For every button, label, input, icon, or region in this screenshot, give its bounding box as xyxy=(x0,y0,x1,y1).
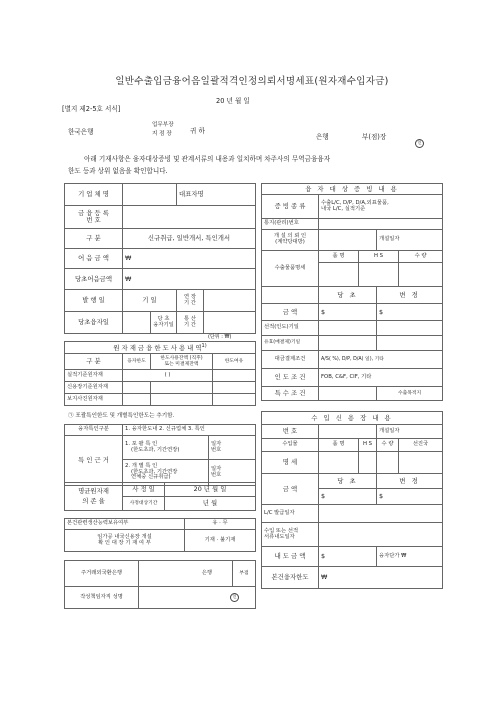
lc-date-value[interactable] xyxy=(319,505,443,523)
opening-value[interactable] xyxy=(319,230,377,251)
row-bonded-available[interactable] xyxy=(213,394,256,406)
author-seal-icon: 인 xyxy=(230,593,239,602)
seal-icon: 인 xyxy=(415,139,424,148)
category-value: 신규취급, 일반개서, 특인개서 xyxy=(123,229,256,249)
control-no-label: 통지(관리)번호 xyxy=(262,219,319,230)
material-label-1: 명균원자재 xyxy=(78,487,109,496)
special-2c: 연체중 신규취급) xyxy=(131,474,171,481)
requester-bank: 은행 xyxy=(316,133,329,141)
orig-due-label-1: 당 초 xyxy=(157,315,170,322)
number-label: 번 호 xyxy=(262,425,319,439)
row-credit: 신용장기준원자재 xyxy=(65,382,123,394)
internal-amount-label: 내 도 금 액 xyxy=(262,547,319,567)
special-type-value: 1. 융자한도내 2. 신규업체 3. 특인 xyxy=(123,425,256,436)
row-credit-used[interactable] xyxy=(151,382,213,394)
branch-label: 부점 xyxy=(233,561,256,587)
total-label-1: 통 산 xyxy=(184,315,196,322)
opening-label-2: (계약당대방) xyxy=(275,239,305,245)
change-header-2: 변 경 xyxy=(377,474,443,489)
evidence-table xyxy=(261,183,443,401)
capacity-label: 본건관련생산능력보유여부 xyxy=(65,519,185,530)
open-date-label: 개설일자 xyxy=(377,425,443,439)
blank-cell xyxy=(262,287,319,304)
change-header: 변 경 xyxy=(377,287,443,304)
delivery-value: FOB, C&F, CIF, 기타 xyxy=(319,369,443,387)
branch-head-title: 지 점 장 xyxy=(152,131,172,137)
period-label: 기 일 xyxy=(123,290,177,312)
col-type: 구 분 xyxy=(65,354,123,370)
col-hs: H S xyxy=(359,251,399,263)
row-bonded-used[interactable] xyxy=(151,394,213,406)
evidence-type-v1: 수출L/C, D/P, D/A,외표물품, xyxy=(321,199,389,206)
col-used-2: 또는 미결제잔액 xyxy=(164,361,199,367)
special-type-label: 융자특인구분 xyxy=(65,425,123,436)
issue-date-label: 발 행 일 xyxy=(65,290,123,312)
control-no-value[interactable] xyxy=(319,219,443,230)
spec-hs[interactable] xyxy=(359,452,377,474)
material-label-2: 의 존 율 xyxy=(82,497,105,505)
special-1a: 1. 포 괄 특 인 xyxy=(125,440,158,447)
special-basis-label: 특 인 근 거 xyxy=(65,436,123,486)
total-value[interactable] xyxy=(204,312,256,334)
addressee-bank: 한국은행 xyxy=(68,128,94,136)
import-table xyxy=(261,411,443,589)
spec-origin[interactable] xyxy=(399,452,443,474)
row-bonded: 보지사진원자재 xyxy=(65,394,123,406)
capacity-value: 유 · 무 xyxy=(185,519,256,530)
shipment-orig[interactable] xyxy=(319,321,377,336)
material-table xyxy=(64,482,256,511)
export-goods-label: 수출물품명세 xyxy=(262,251,319,287)
note-amount-value[interactable]: ₩ xyxy=(123,249,256,269)
dept-head-title: 업무부장 xyxy=(152,122,174,128)
limit-header: 원 자 재 금 융 한 도 사 용 내 역 xyxy=(113,343,202,352)
col-qty2: 수 량 xyxy=(377,439,399,452)
row-credit-available[interactable] xyxy=(213,382,256,394)
shipment-change[interactable] xyxy=(377,321,443,336)
row-paren: ( ) xyxy=(123,370,213,382)
validity-orig[interactable] xyxy=(319,336,377,351)
orig-due-label-2: 융자기일 xyxy=(153,321,174,328)
capacity-table xyxy=(64,518,256,552)
orig-amount-value[interactable]: ₩ xyxy=(123,269,256,290)
spec-label: 명 세 xyxy=(262,452,319,474)
calc-period-value: 년 월 xyxy=(165,497,256,511)
extension-label-2: 기 간 xyxy=(184,299,196,306)
opening-date-label: 개설일자 xyxy=(377,230,443,251)
col-item: 품 명 xyxy=(319,251,359,263)
orig-header: 당 초 xyxy=(319,287,377,304)
col-origin: 선진국 xyxy=(399,439,443,452)
evidence-type-label: 증 빙 종 류 xyxy=(262,195,319,219)
main-bank-word: 은행 xyxy=(139,561,233,587)
amount-label: 금 액 xyxy=(262,304,319,321)
reg-no-value[interactable] xyxy=(123,206,256,229)
company-info-table xyxy=(64,183,256,334)
limit-usage-table xyxy=(64,341,256,406)
bank-table xyxy=(64,560,256,609)
total-label-2: 기 간 xyxy=(184,321,196,328)
col-limit: 융자한도 xyxy=(123,354,151,370)
row-credit-limit[interactable] xyxy=(123,382,151,394)
col-hs2: H S xyxy=(359,439,377,452)
doc-no-1: 번호 xyxy=(211,446,222,453)
import-item-label: 수입물 xyxy=(262,439,319,452)
number-value[interactable] xyxy=(319,425,377,439)
intro-line-2: 한도 등과 상위 없음을 확인합니다. xyxy=(68,167,168,175)
form-title: 일반수출입금융어음일괄적격인정의뢰서명세표(원자재수입자금) xyxy=(115,76,389,87)
import-ship-label-2: 서류내도일자 xyxy=(264,533,295,540)
processing-value: 기재 · 불기재 xyxy=(185,530,256,552)
col-item2: 품 명 xyxy=(319,439,359,452)
requester-dept: 부(점)장 xyxy=(362,133,387,141)
doc-date-1: 일자 xyxy=(211,440,222,447)
row-performance: 실적기준원자재 xyxy=(65,370,123,382)
import-ship-label-1: 수입 또는 선적 xyxy=(264,527,299,534)
main-bank-label: 주거래외국환은행 xyxy=(65,561,139,587)
opening-label-1: 개 설 의 뢰 인 xyxy=(273,233,307,240)
evidence-type-v2: 내국 L/C, 실적기준 xyxy=(321,205,366,212)
import-header: 수 입 신 용 장 내 용 xyxy=(262,412,443,425)
form-number: [별지 제2-5호 서식] xyxy=(62,105,121,113)
note-amount-label: 어 음 금 액 xyxy=(65,249,123,269)
company-value[interactable] xyxy=(123,184,177,206)
goods-qty[interactable] xyxy=(399,263,443,287)
col-qty: 수 량 xyxy=(399,251,443,263)
evidence-header: 융 자 대 상 증 빙 내 용 xyxy=(262,184,443,195)
spec-item[interactable] xyxy=(319,452,359,474)
form-date: 20 년 월 일 xyxy=(216,97,250,105)
shipment-label: 선적(인도)기일 xyxy=(262,321,319,336)
author-label: 작성책임자직 성명 xyxy=(65,587,139,609)
extension-label-1: 연 장 xyxy=(184,293,196,300)
doc-date-2: 일자 xyxy=(211,465,222,472)
validity-label: 유효(매결제)기일 xyxy=(262,336,319,351)
amount2-change[interactable]: $ xyxy=(377,489,443,505)
special-2b: (한도초과, 기간연장 xyxy=(131,468,178,475)
payment-value: A/S( %), D/P, D/A( 일), 기타 xyxy=(319,351,443,369)
reg-no-label-2: 번 호 xyxy=(86,216,101,224)
goods-item[interactable] xyxy=(319,263,359,287)
reg-no-label-1: 금 융 등 록 xyxy=(78,209,109,218)
special-2a: 2. 개 별 특 인 xyxy=(125,463,158,470)
extension-value[interactable] xyxy=(204,290,256,312)
limit-note: 1) xyxy=(201,342,207,349)
orig-amount-label: 당초어음금액 xyxy=(65,269,123,290)
row-bonded-limit[interactable] xyxy=(123,394,151,406)
processing-label-2: 확 인 대 장 기 재 여 부 xyxy=(98,539,151,546)
loan-price-won: ₩ xyxy=(401,552,407,559)
honorific: 귀 하 xyxy=(190,127,205,135)
col-available: 한도여유 xyxy=(213,354,256,370)
special-value: 수출목적지 xyxy=(377,387,443,401)
validity-change[interactable] xyxy=(377,336,443,351)
special-value-input[interactable] xyxy=(319,387,377,401)
spec-qty[interactable] xyxy=(377,452,399,474)
company-label: 기 업 체 명 xyxy=(65,184,123,206)
actual-date-value: 20 년 월 일 xyxy=(165,483,256,497)
lc-date-label: L/C 발급일자 xyxy=(262,505,319,523)
amount-orig[interactable]: $ xyxy=(319,304,377,321)
actual-date-label: 사 정 일 xyxy=(123,483,165,497)
ceo-label: 대표자명 xyxy=(177,184,256,206)
col-used-1: 한도사용잔액 (직후) xyxy=(160,356,203,362)
amount2-orig[interactable]: $ xyxy=(319,489,377,505)
category-label: 구 분 xyxy=(65,229,123,249)
footnote: ㉠ 포괄특인한도 및 개별특인한도는 추기함. xyxy=(68,413,175,419)
orig-loan-date-label: 당초융자일 xyxy=(65,312,123,334)
unit-note: (단위 : ₩) xyxy=(208,334,232,340)
loan-limit-value[interactable]: ₩ xyxy=(319,567,443,589)
amount-change[interactable]: $ xyxy=(377,304,443,321)
amount2-label: 금 액 xyxy=(262,474,319,505)
internal-amount-value[interactable]: $ xyxy=(319,547,377,567)
doc-no-2: 번호 xyxy=(211,471,222,478)
orig-header-2: 당 초 xyxy=(319,474,377,489)
loan-price-label: 융자단가 xyxy=(379,552,400,559)
orig-loan-date-value[interactable] xyxy=(123,312,151,334)
loan-limit-label: 본건융자한도 xyxy=(262,567,319,589)
import-ship-value[interactable] xyxy=(319,523,443,547)
goods-hs[interactable] xyxy=(359,263,399,287)
calc-period-label: 사정대상기간 xyxy=(123,497,165,511)
payment-label: 대금결제조건 xyxy=(262,351,319,369)
intro-line-1: 아래 기재사항은 융자대상증빙 및 관계서류의 내용과 일치하며 차주사의 무역금융융자 xyxy=(84,155,331,163)
special-1b: (한도초과, 기간연장) xyxy=(131,446,180,453)
processing-label-1: 임가공 내국신용장 개설 xyxy=(97,533,152,540)
special-table xyxy=(64,424,256,486)
special-label: 특 수 조 건 xyxy=(262,387,319,401)
row-performance-available[interactable] xyxy=(213,370,256,382)
delivery-label: 인 도 조 건 xyxy=(262,369,319,387)
